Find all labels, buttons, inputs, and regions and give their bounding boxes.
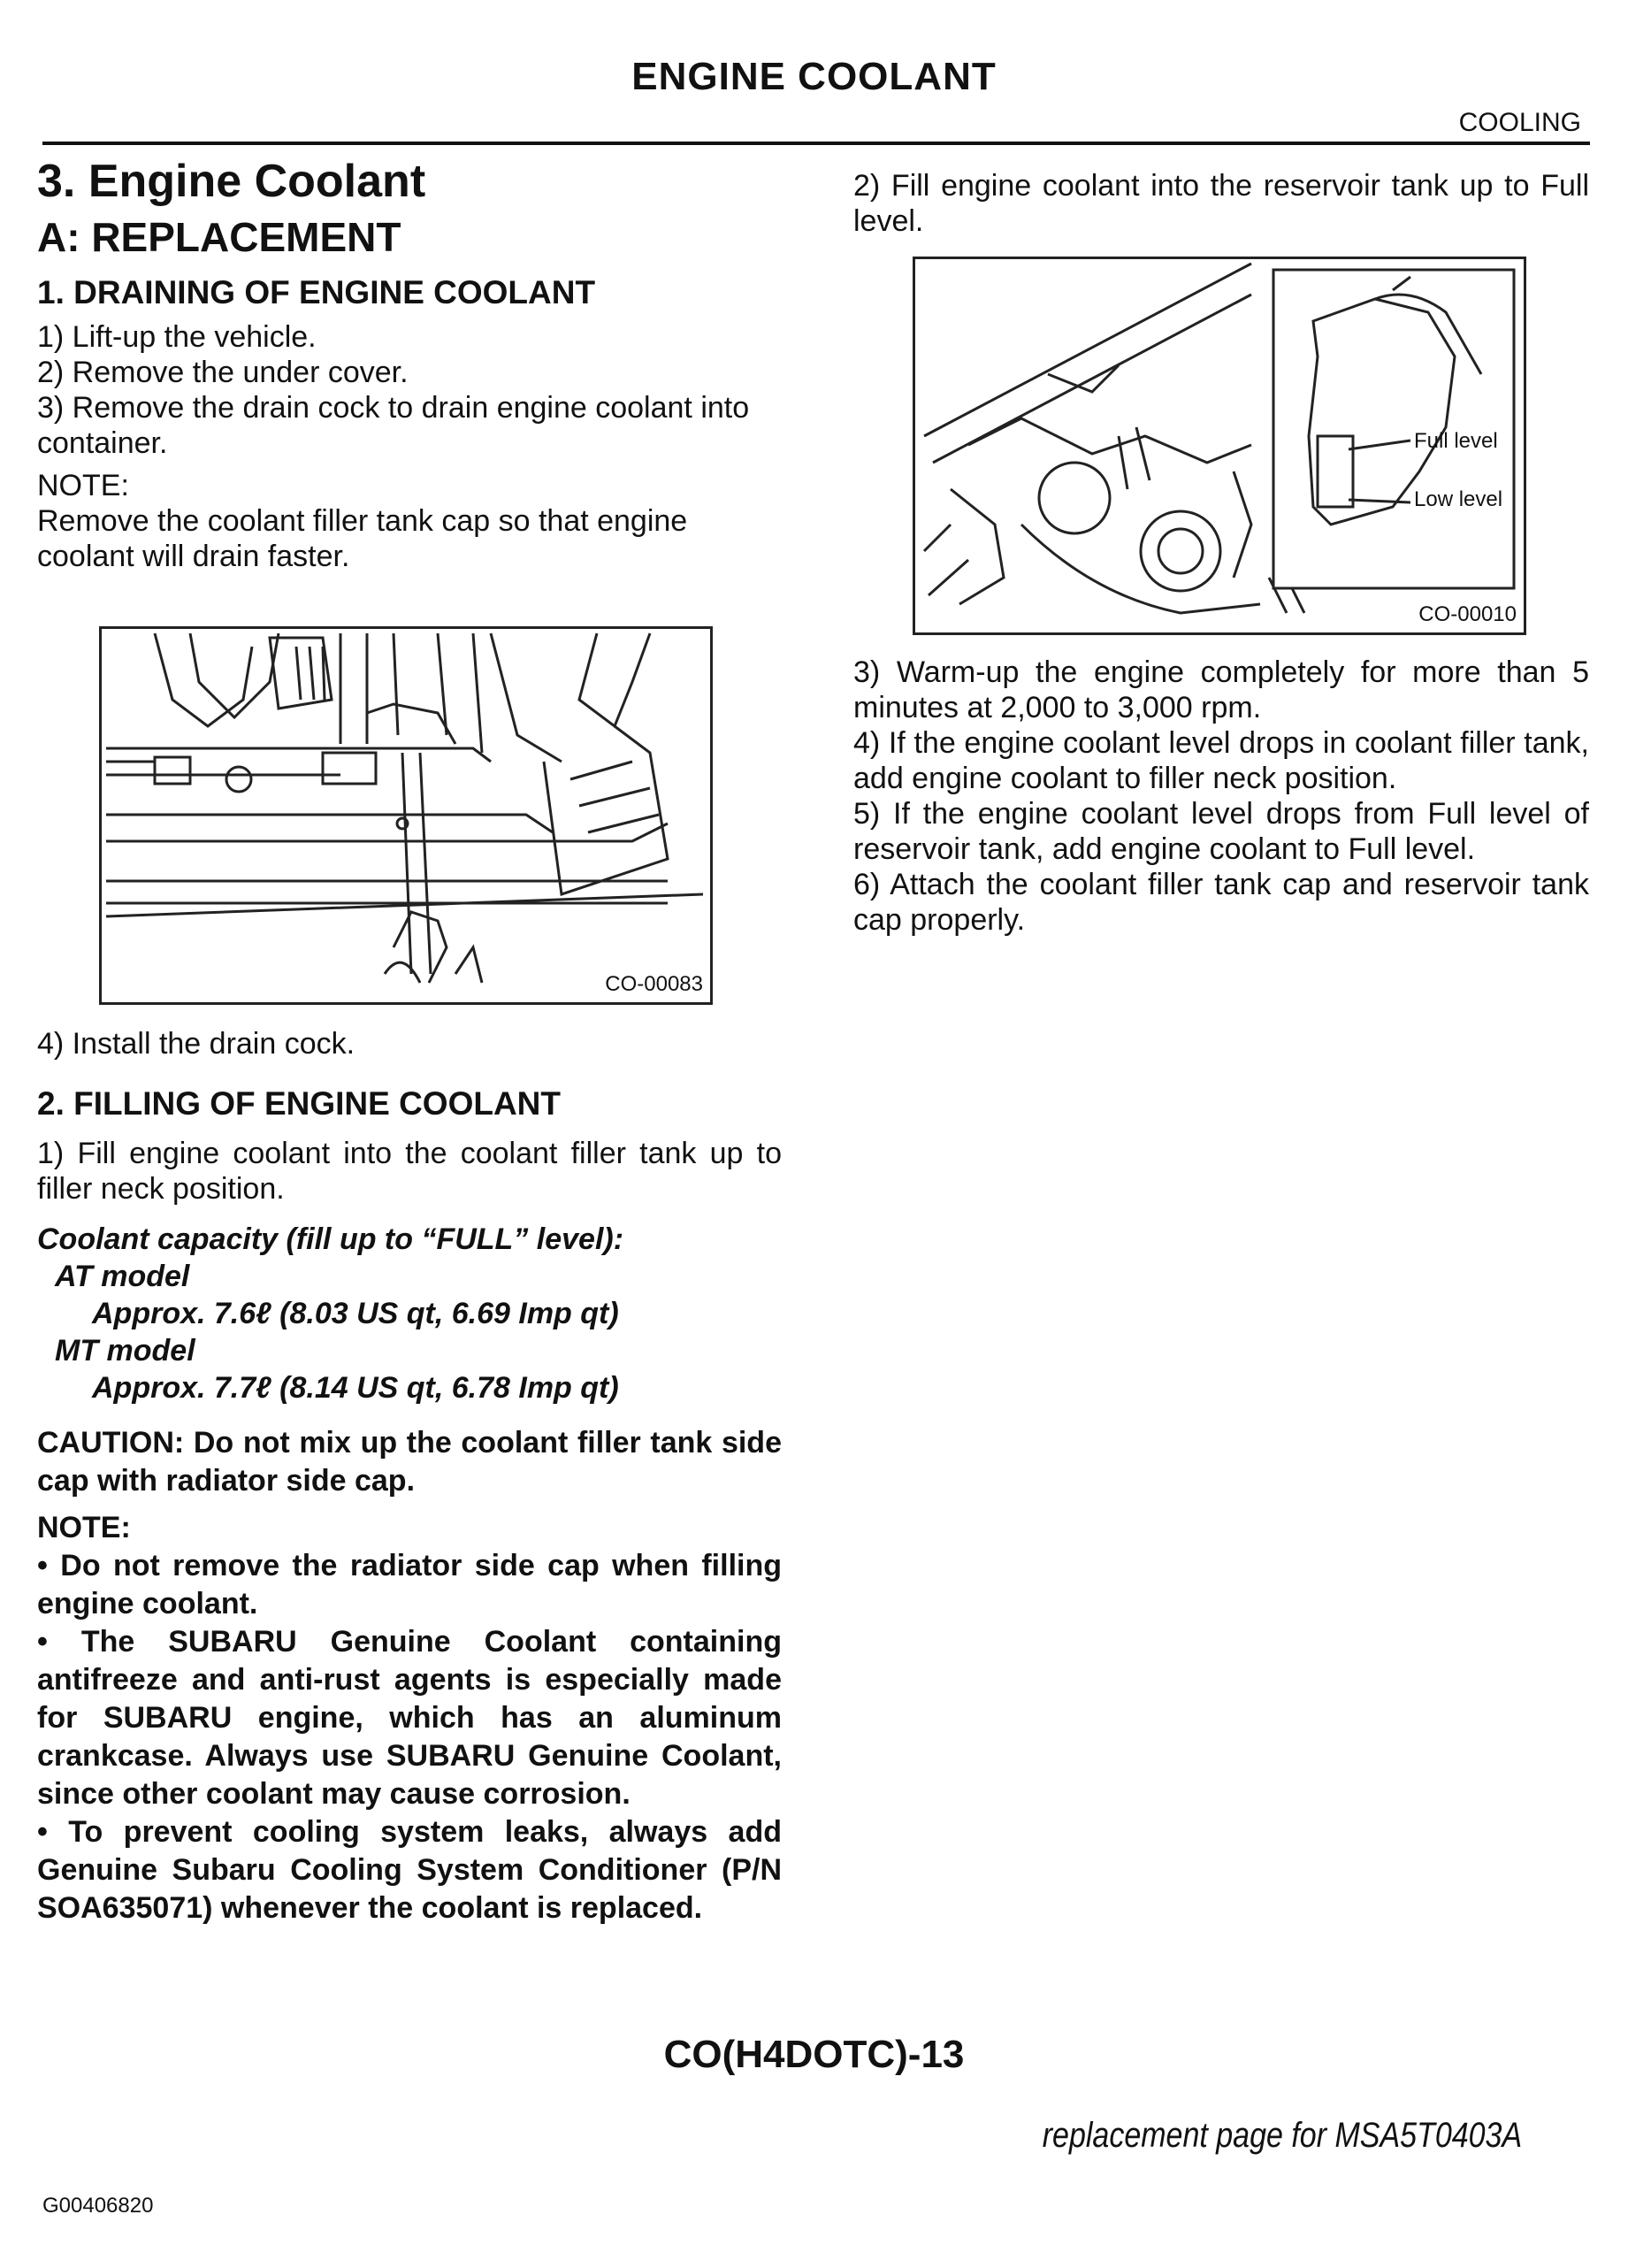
right-step-5: 5) If the engine coolant level drops from Full level of reservoir tank, add engine coolant to Full level. [853, 797, 1589, 866]
draining-heading: 1. DRAINING OF ENGINE COOLANT [37, 274, 596, 310]
mt-model-label: MT model [55, 1334, 195, 1368]
figure-id: CO-00010 [1418, 602, 1517, 626]
draining-note-label: NOTE: [37, 469, 129, 502]
left-column [37, 155, 782, 574]
filling-heading: 2. FILLING OF ENGINE COOLANT [37, 1085, 561, 1122]
drain-cock-illustration [102, 629, 710, 1002]
replacement-note: replacement page for MSA5T0403A [1042, 2116, 1522, 2155]
header-rule [42, 142, 1590, 145]
filling-note-label: NOTE: [37, 1511, 131, 1544]
draining-step-1: 1) Lift-up the vehicle. [37, 320, 317, 354]
filling-step-1: 1) Fill engine coolant into the coolant filler tank up to filler neck position. [37, 1137, 782, 1206]
reservoir-tank-figure [913, 257, 1526, 635]
figure-id: CO-00083 [605, 972, 703, 996]
filling-note-1: • Do not remove the radiator side cap when filling engine coolant. [37, 1549, 782, 1621]
page-header-title: ENGINE COOLANT [631, 55, 997, 98]
full-level-label: Full level [1414, 429, 1498, 453]
drain-cock-figure [99, 626, 713, 1005]
draining-note-text: Remove the coolant filler tank cap so that engine coolant will drain faster. [37, 504, 688, 573]
right-step-6: 6) Attach the coolant filler tank cap and reservoir tank cap properly. [853, 868, 1589, 937]
mt-model-value: Approx. 7.7ℓ (8.14 US qt, 6.78 Imp qt) [92, 1371, 619, 1405]
section-title: A: REPLACEMENT [37, 214, 401, 260]
at-model-label: AT model [55, 1260, 190, 1293]
document-code: G00406820 [42, 2194, 154, 2218]
filling-note-3: • To prevent cooling system leaks, always add Genuine Subaru Cooling System Conditioner (P/N SOA635071) whenever the coolant is replaced. [37, 1815, 782, 1925]
left-column-continued [37, 1026, 782, 1927]
page-number: CO(H4DOTC)-13 [663, 2033, 965, 2076]
at-model-value: Approx. 7.6ℓ (8.03 US qt, 6.69 Imp qt) [92, 1297, 619, 1330]
chapter-title: 3. Engine Coolant [37, 156, 426, 207]
draining-step-3: 3) Remove the drain cock to drain engine coolant into container. [37, 391, 750, 460]
right-step-3: 3) Warm-up the engine completely for more than 5 minutes at 2,000 to 3,000 rpm. [853, 655, 1589, 724]
right-step-2: 2) Fill engine coolant into the reservoir tank up to Full level. [853, 169, 1589, 238]
caution-text: CAUTION: Do not mix up the coolant filler tank side cap with radiator side cap. [37, 1426, 782, 1498]
right-step-4: 4) If the engine coolant level drops in coolant filler tank, add engine coolant to filler neck position. [853, 726, 1589, 795]
right-steps [853, 655, 1589, 938]
low-level-label: Low level [1414, 487, 1503, 511]
section-label: COOLING [1458, 108, 1581, 137]
filling-note-2: • The SUBARU Genuine Coolant containing antifreeze and anti-rust agents is especially made for SUBARU engine, which has an aluminum crankcase. Always use SUBARU Genuine Coolant, since other coolant may cause corrosion. [37, 1625, 782, 1811]
draining-step-2: 2) Remove the under cover. [37, 356, 409, 389]
capacity-label: Coolant capacity (fill up to “FULL” level): [37, 1222, 624, 1256]
draining-step-4: 4) Install the drain cock. [37, 1027, 355, 1061]
